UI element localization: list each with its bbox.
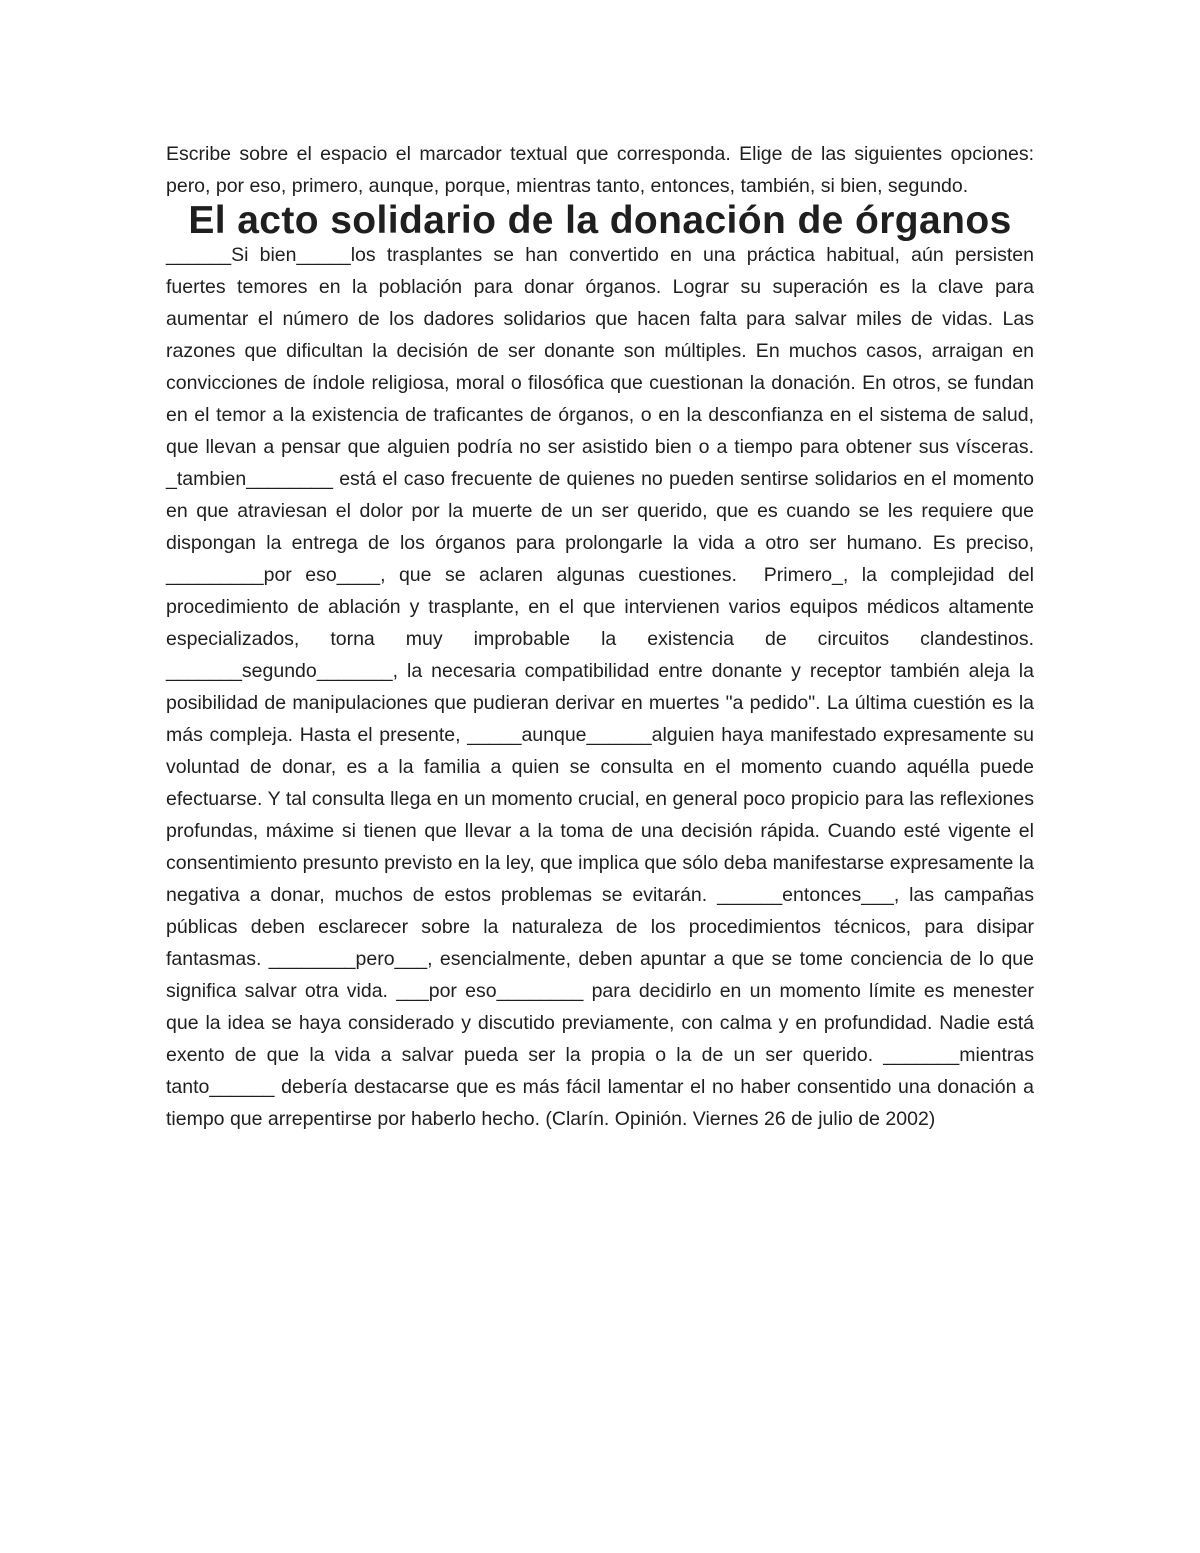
article-title: El acto solidario de la donación de órganos <box>188 199 1012 242</box>
document-page <box>166 138 1040 1135</box>
article-body: ______Si bien_____los trasplantes se han convertido en una práctica habitual, aún persisten fuertes temores en la población para donar órganos. Lograr su superación es la clave para aumentar el número de los dadores solidarios que hacen falta para salvar miles de vidas. Las razones que dificultan la decisión de ser donante son múltiples. En muchos casos, arraigan en convicciones de índole religiosa, moral o filosófica que cuestionan la donación. En otros, se fundan en el temor a la existencia de traficantes de órganos, o en la desconfianza en el sistema de salud, que llevan a pensar que alguien podría no ser asistido bien o a tiempo para obtener sus vísceras. _tambien________ está el caso frecuente de quienes no pueden sentirse solidarios en el momento en que atraviesan el dolor por la muerte de un ser querido, que es cuando se les requiere que dispongan la entrega de los órganos para prolongarle la vida a otro ser humano. Es preciso, _________por eso____, que se aclaren algunas cuestiones. Primero_, la complejidad del procedimiento de ablación y trasplante, en el que intervienen varios equipos médicos altamente especializados, torna muy improbable la existencia de circuitos clandestinos. _______segundo_______, la necesaria compatibilidad entre donante y receptor también aleja la posibilidad de manipulaciones que pudieran derivar en muertes "a pedido". La última cuestión es la más compleja. Hasta el presente, _____aunque______alguien haya manifestado expresamente su voluntad de donar, es a la familia a quien se consulta en el momento cuando aquélla puede efectuarse. Y tal consulta llega en un momento crucial, en general poco propicio para las reflexiones profundas, máxime si tienen que llevar a la toma de una decisión rápida. Cuando esté vigente el consentimiento presunto previsto en la ley, que implica que sólo deba manifestarse expresamente la negativa a donar, muchos de estos problemas se evitarán. ______entonces___, las campañas públicas deben esclarecer sobre la naturaleza de los procedimientos técnicos, para disipar fantasmas. ________pero___, esencialmente, deben apuntar a que se tome conciencia de lo que significa salvar otra vida. ___por eso________ para decidirlo en un momento límite es menester que la idea se haya considerado y discutido previamente, con calma y en profundidad. Nadie está exento de que la vida a salvar pueda ser la propia o la de un ser querido. _______mientras tanto______ debería destacarse que es más fácil lamentar el no haber consentido una donación a tiempo que arrepentirse por haberlo hecho. (Clarín. Opinión. Viernes 26 de julio de 2002) <box>166 244 1040 1130</box>
instructions-paragraph: Escribe sobre el espacio el marcador textual que corresponda. Elige de las siguientes opciones: pero, por eso, primero, aunque, porque, mientras tanto, entonces, también, si bien, segundo. <box>166 143 1040 197</box>
